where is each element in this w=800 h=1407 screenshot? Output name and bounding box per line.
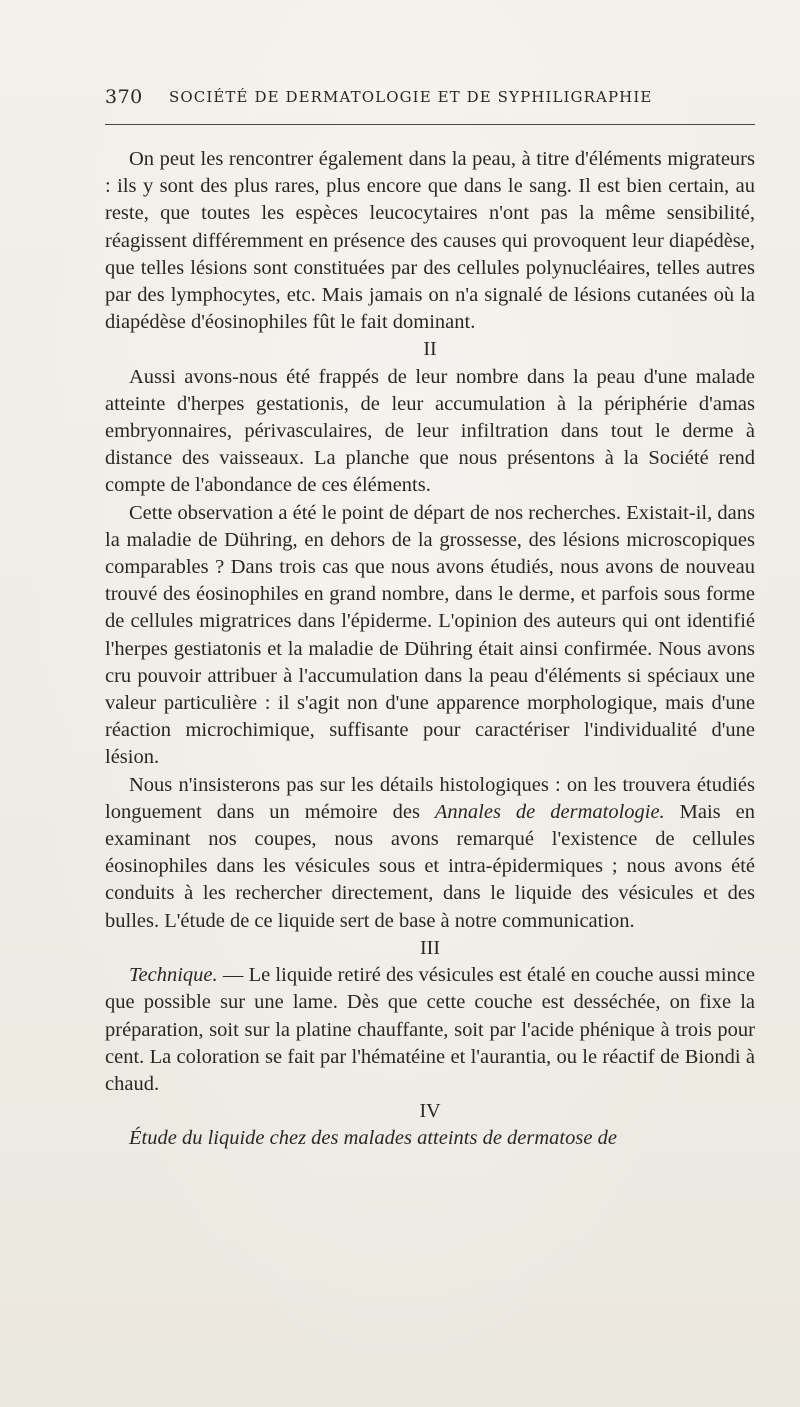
- paragraph-1: On peut les rencontrer également dans la peau, à titre d'éléments migrateurs : ils y sont des plus rares, plus encore que dans le sang. Il est bien certain, au reste, que toutes les espèces leucocytaires n'ont pas la même sensibilité, réagissent différemment en présence des causes qui provoquent leur diapédèse, que telles lésions sont constituées par des cellules polynucléaires, telles autres par des lymphocytes, etc. Mais jamais on n'a signalé de lésions cutanées où la diapédèse d'éosinophiles fût le fait dominant.: [105, 148, 755, 334]
- paragraph-5: [105, 962, 755, 1098]
- paragraph-3: Cette observation a été le point de départ de nos recherches. Existait-il, dans la maladie de Dühring, en dehors de la grossesse, des lésions microscopiques comparables ? Dans trois cas que nous avons étudiés, nous avons de nouveau trouvé des éosinophiles en grand nombre, dans le derme, et parfois sous forme de cellules migratrices dans l'épiderme. L'opinion des auteurs qui ont identifié l'herpes gestiatonis et la maladie de Dühring était ainsi confirmée. Nous avons cru pouvoir attribuer à l'accumulation dans la peau d'éléments si spéciaux une valeur particulière : il s'agit non d'une apparence morphologique, mais d'une réaction microchimique, suffisante pour caractériser l'individualité d'une lésion.: [105, 501, 755, 769]
- paragraph-4-text-a: Nous n'insisterons pas sur les détails histologiques : on les trouvera étudiés longuement dans un mémoire des: [105, 773, 755, 823]
- page-number: 370: [105, 86, 143, 108]
- page-header: [105, 86, 755, 116]
- section-heading-iii: III: [420, 936, 440, 959]
- section-heading-ii: II: [423, 338, 437, 361]
- journal-title: Annales de dermatologie.: [434, 800, 665, 823]
- paragraph-2: Aussi avons-nous été frappés de leur nombre dans la peau d'une malade atteinte d'herpes gestationis, de leur accumulation à la périphérie d'amas embryonnaires, périvasculaires, de leur infiltration dans tout le derme à distance des vaisseaux. La planche que nous présentons à la Société rend compte de l'abondance de ces éléments.: [105, 365, 755, 497]
- paragraph-5-text: — Le liquide retiré des vésicules est étalé en couche aussi mince que possible sur une lame. Dès que cette couche est desséchée, on fixe la préparation, soit sur la platine chauffante, soit par l'acide phénique à trois pour cent. La coloration se fait par l'hématéine et l'aurantia, ou le réactif de Biondi à chaud.: [105, 964, 755, 1095]
- paragraph-4-text-b: Mais en examinant nos coupes, nous avons remarqué l'existence de cellules éosinophiles dans les vésicules sous et intra-épidermiques ; nous avons été conduits à les rechercher directement, dans le liquide des vésicules et des bulles. L'étude de ce liquide sert de base à notre communication.: [105, 800, 755, 932]
- paragraph-4: [105, 772, 755, 935]
- header-rule: [105, 124, 755, 125]
- section-heading-iv: IV: [419, 1100, 441, 1123]
- paragraph-6: Étude du liquide chez des malades atteints de dermatose de: [129, 1127, 617, 1150]
- body-text: [105, 146, 755, 1153]
- running-title: SOCIÉTÉ DE DERMATOLOGIE ET DE SYPHILIGRAPHIE: [169, 88, 653, 106]
- technique-label: Technique.: [129, 964, 218, 987]
